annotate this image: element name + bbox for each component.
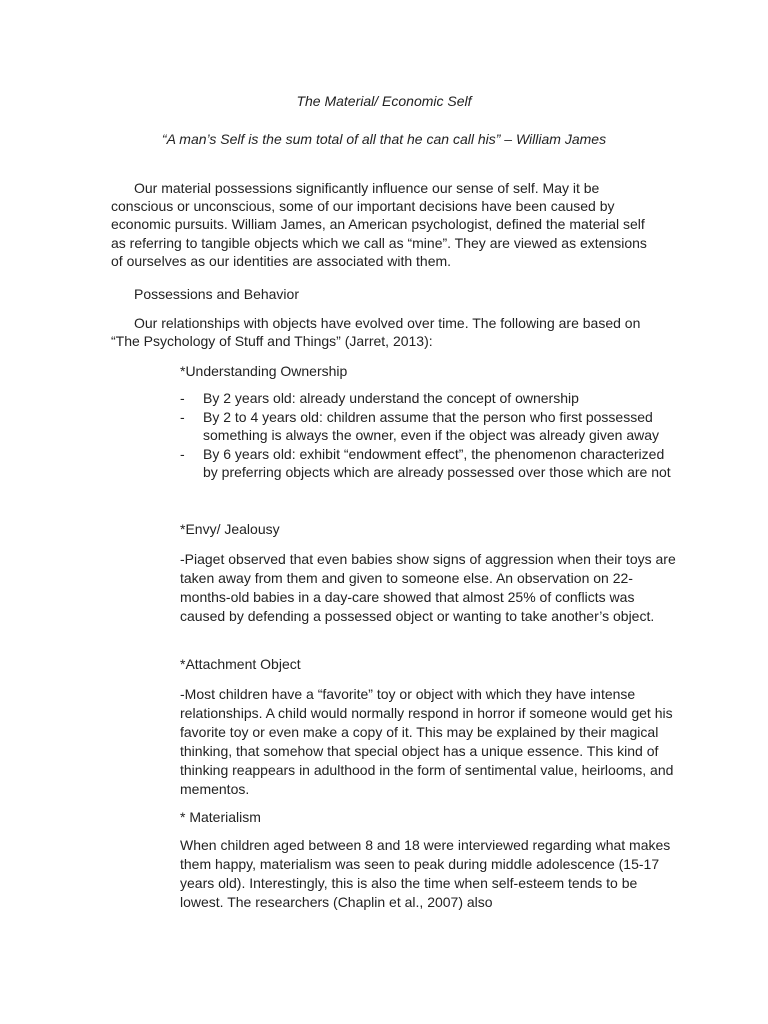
attachment-paragraph: -Most children have a “favorite” toy or object with which they have intense relationships. A child would normally respond in horror if someone would get his favorite toy or even make a copy of it. This may be explained by their magical thinking, that somehow that special object has a unique essence. This kind of thinking reappears in adulthood in the form of sentimental value, heirlooms, and mementos. xyxy=(180,686,674,797)
section-intro: Our relationships with objects have evolved over time. The following are based on “The Psychology of Stuff and Things” (Jarret, 2013): xyxy=(111,315,641,350)
ownership-list xyxy=(180,389,680,482)
section-heading: Possessions and Behavior xyxy=(134,286,299,302)
materialism-heading: * Materialism xyxy=(180,809,261,825)
attachment-heading: *Attachment Object xyxy=(180,656,301,672)
epigraph-quote: “A man’s Self is the sum total of all that he can call his” – William James xyxy=(161,131,607,147)
list-item-text: By 2 years old: already understand the concept of ownership xyxy=(203,390,579,406)
list-item xyxy=(180,389,680,408)
envy-paragraph: -Piaget observed that even babies show signs of aggression when their toys are taken away from them and given to someone else. An observation on 22-months-old babies in a day-care showed that almost 25% of conflicts was caused by defending a possessed object or wanting to take another’s object. xyxy=(180,551,676,624)
materialism-paragraph: When children aged between 8 and 18 were interviewed regarding what makes them happy, materialism was seen to peak during middle adolescence (15-17 years old). Interestingly, this is also the time when self-esteem tends to be lowest. The researchers (Chaplin et al., 2007) also xyxy=(180,837,671,910)
list-dash: - xyxy=(180,408,185,425)
envy-heading: *Envy/ Jealousy xyxy=(180,521,280,537)
list-dash: - xyxy=(180,390,185,406)
list-dash: - xyxy=(180,445,185,462)
list-item xyxy=(180,445,680,482)
intro-text: Our material possessions significantly influence our sense of self. May it be conscious or unconscious, some of our important decisions have been caused by economic pursuits. William James, an American psychologist, defined the material self as referring to tangible objects which we call as “mine”. They are viewed as extensions of ourselves as our identities are associated with them. xyxy=(111,180,647,269)
list-item-text: By 6 years old: exhibit “endowment effect”, the phenomenon characterized by preferring objects which are already possessed over those which are not xyxy=(203,445,671,480)
list-item-text: By 2 to 4 years old: children assume that the person who first possessed something is always the owner, even if the object was already given away xyxy=(203,408,660,443)
intro-paragraph xyxy=(111,179,656,270)
document-title: The Material/ Economic Self xyxy=(296,93,472,109)
list-item xyxy=(180,408,680,445)
ownership-heading: *Understanding Ownership xyxy=(180,363,348,379)
